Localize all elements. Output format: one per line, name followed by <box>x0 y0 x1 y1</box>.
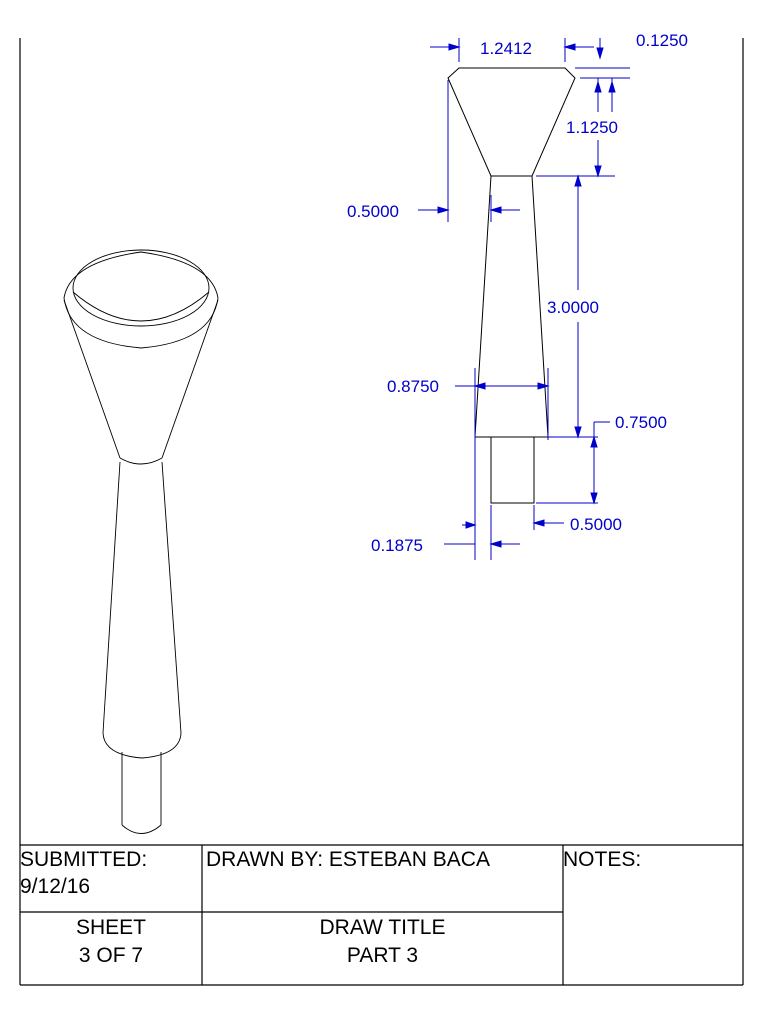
front-cone <box>448 68 575 176</box>
iso-shaft-bottom <box>103 733 181 758</box>
draw-title-label: DRAW TITLE <box>319 916 446 939</box>
iso-pin-bottom <box>122 825 161 834</box>
notes-label: NOTES: <box>563 848 642 871</box>
dim-top-width: 1.2412 <box>480 39 532 58</box>
isometric-view <box>64 250 218 834</box>
iso-shaft-right <box>162 462 181 733</box>
iso-top-face <box>73 250 209 326</box>
sheet-value: 3 OF 7 <box>78 944 144 967</box>
submitted-date: 9/12/16 <box>20 875 91 898</box>
sheet-label: SHEET <box>75 916 146 939</box>
dim-cone-height: 1.1250 <box>566 118 618 137</box>
submitted-label: SUBMITTED: <box>20 848 148 871</box>
front-pin <box>491 437 534 503</box>
dim-shaft-bottom-width: 0.8750 <box>387 377 439 396</box>
dim-pin-width: 0.5000 <box>570 515 622 534</box>
iso-cone-left <box>64 300 120 458</box>
iso-chamfer-rim <box>64 252 218 348</box>
dim-neck-width: 0.5000 <box>347 202 399 221</box>
iso-shaft-left <box>103 462 120 733</box>
dim-chamfer: 0.1250 <box>636 31 688 50</box>
drawn-by: DRAWN BY: ESTEBAN BACA <box>206 848 490 871</box>
draw-title-value: PART 3 <box>346 944 419 967</box>
dim-shaft-length: 3.0000 <box>547 298 599 317</box>
front-shaft <box>475 176 548 437</box>
dim-pin-length: 0.7500 <box>615 413 667 432</box>
front-view <box>448 68 575 503</box>
dim-shoulder: 0.1875 <box>371 536 423 555</box>
sheet-border <box>20 38 743 985</box>
dimension-labels <box>347 31 688 555</box>
iso-chamfer-inner <box>73 292 209 321</box>
iso-cone-right <box>162 300 218 458</box>
iso-neck <box>120 458 162 464</box>
